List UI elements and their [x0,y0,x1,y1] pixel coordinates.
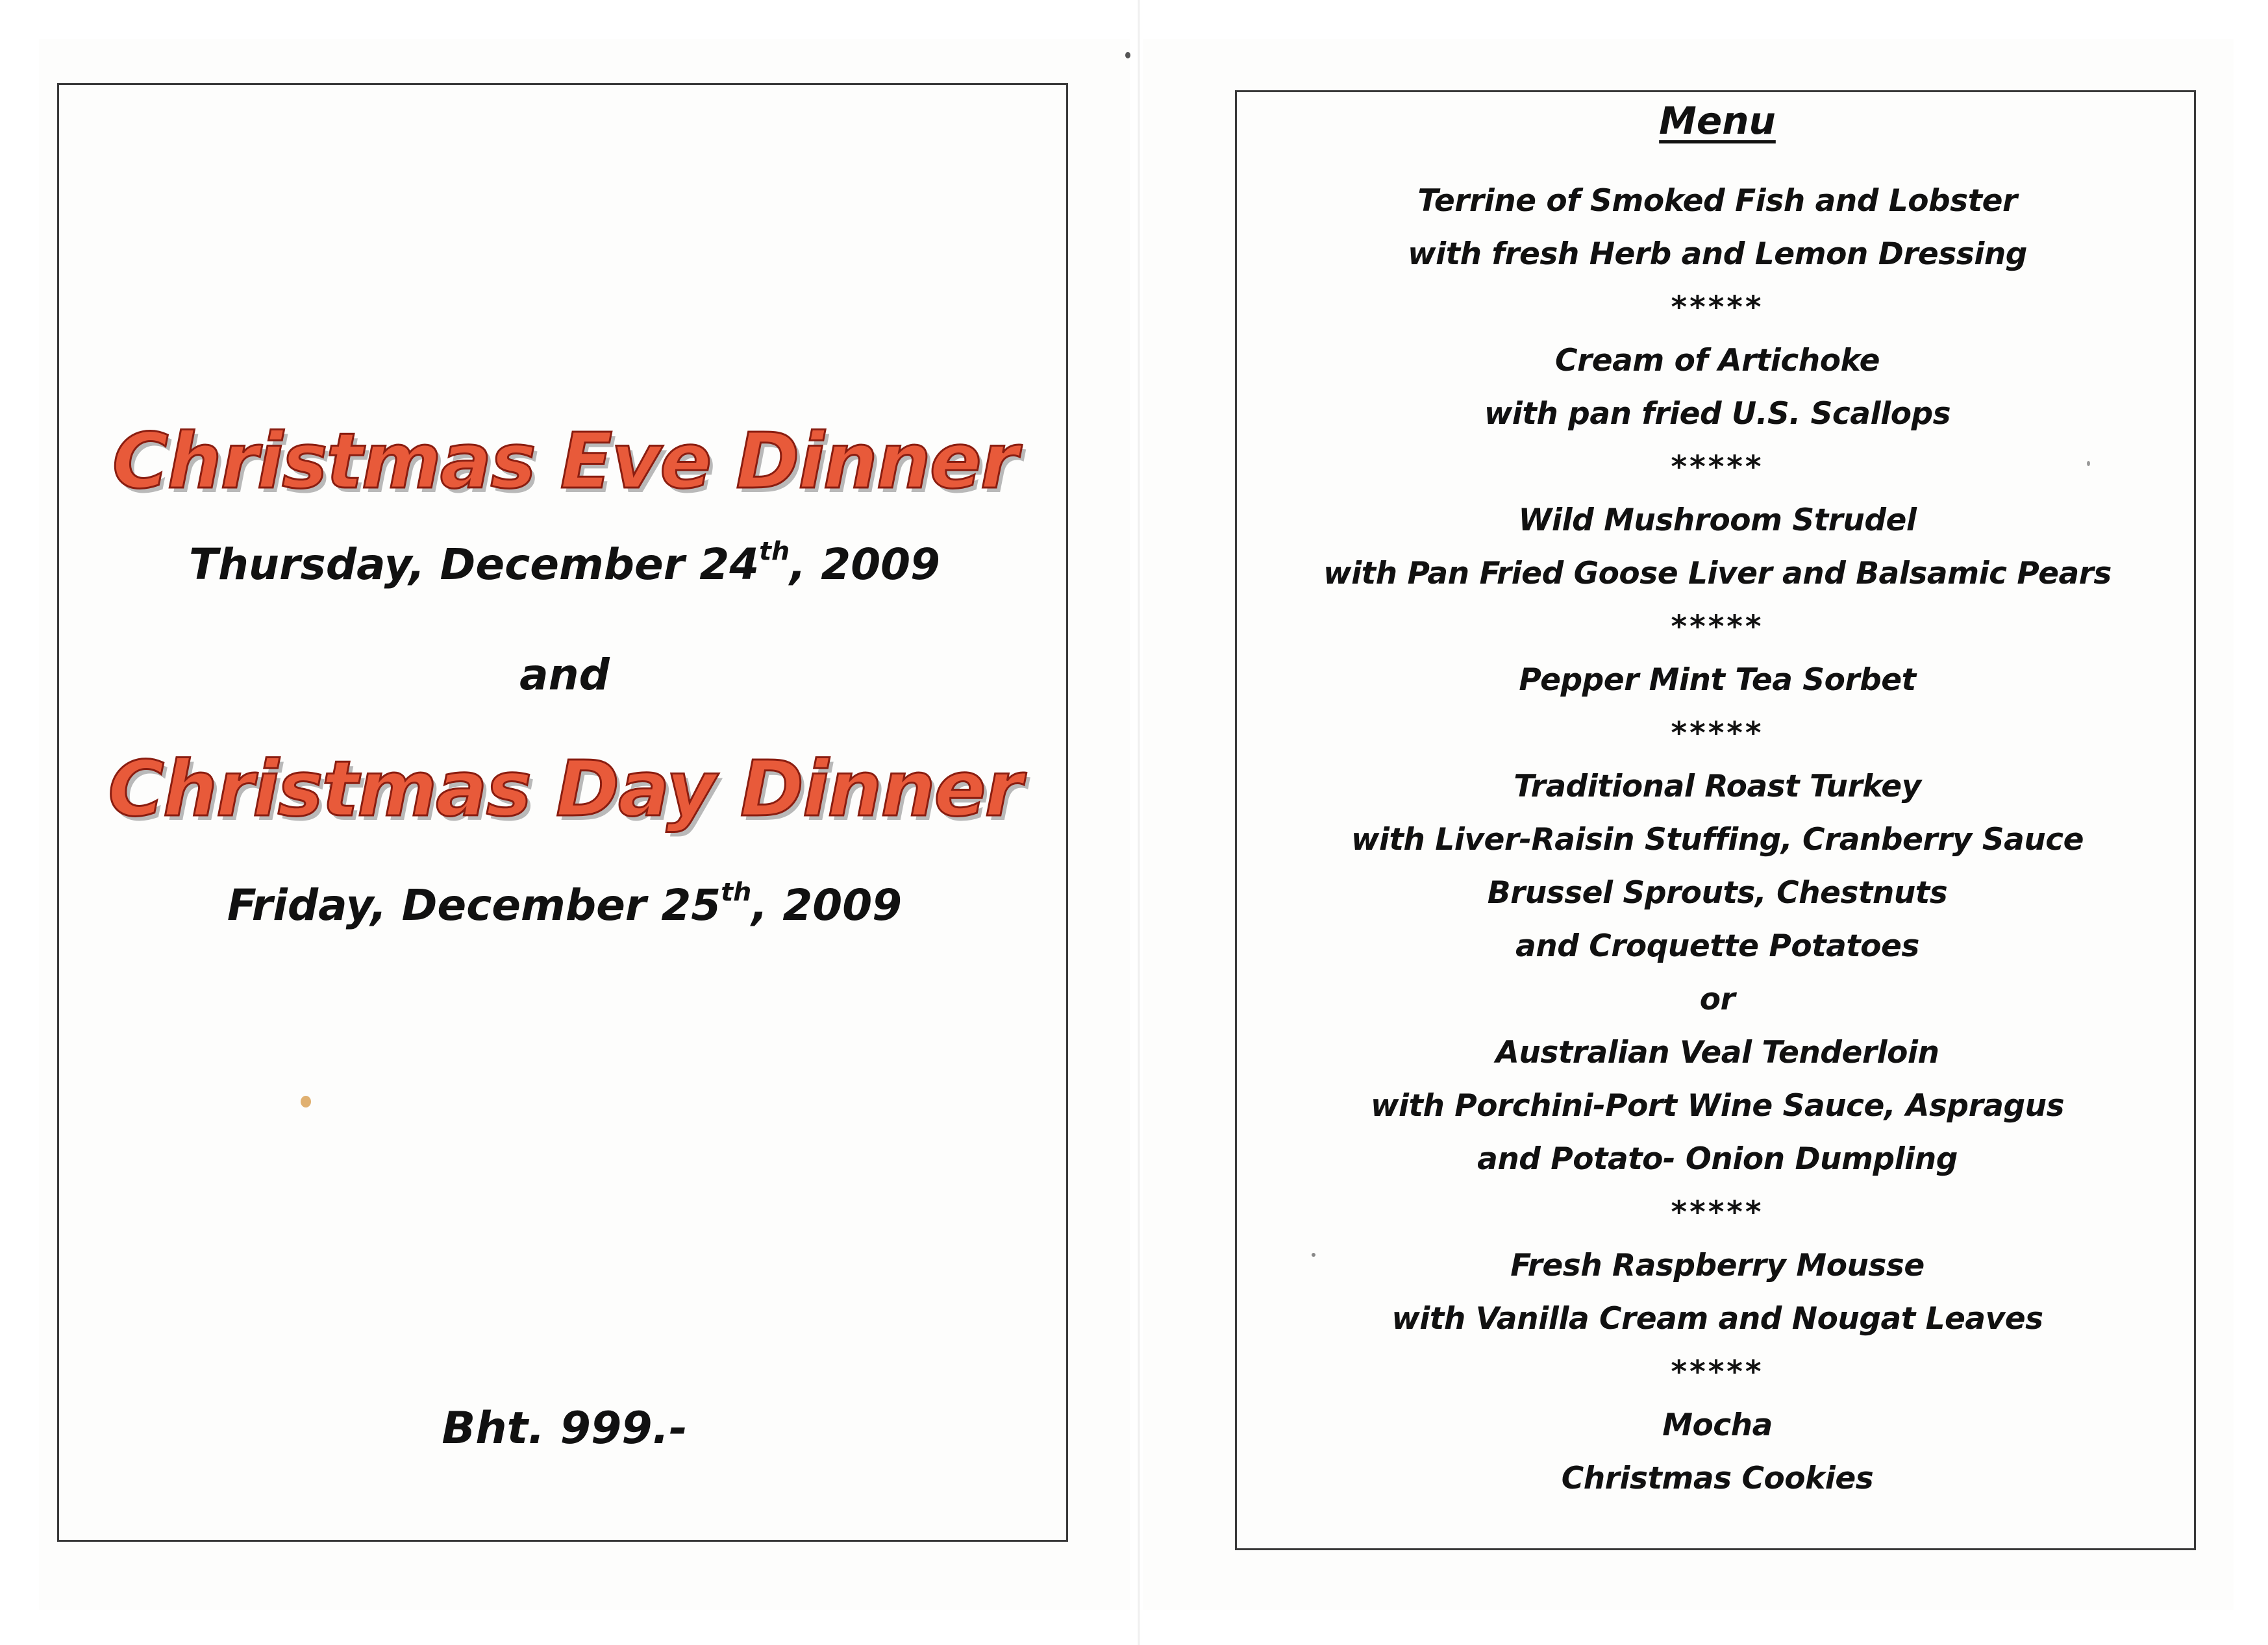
day-date-ordinal: th [721,877,752,908]
menu-item: Brussel Sprouts, Chestnuts [1487,875,1948,911]
menu-item: Cream of Artichoke [1555,343,1880,378]
eve-date-text: Thursday, December 24 [189,539,760,589]
connector-text: and [519,650,610,700]
menu-panel [1235,90,2196,1550]
menu-separator: ***** [1671,715,1764,751]
menu-item: with Liver-Raisin Stuffing, Cranberry Sauce [1351,822,2084,858]
menu-item: Traditional Roast Turkey [1514,769,1921,804]
price-text: Bht. 999.- [442,1403,688,1454]
menu-item: Wild Mushroom Strudel [1518,502,1917,538]
christmas-eve-title: Christmas Eve Dinner [112,416,1017,506]
menu-item: with Pan Fried Goose Liver and Balsamic Pears [1323,556,2112,591]
cover-panel [57,83,1068,1542]
menu-item: or [1699,982,1736,1017]
menu-item: Fresh Raspberry Mousse [1510,1248,1925,1283]
menu-separator: ***** [1671,290,1764,325]
christmas-day-date [59,877,1070,930]
menu-item: with Vanilla Cream and Nougat Leaves [1391,1301,2043,1337]
menu-item: and Croquette Potatoes [1515,928,1919,964]
menu-separator: ***** [1671,449,1764,485]
menu-item: Mocha [1662,1407,1773,1443]
menu-item: Christmas Cookies [1561,1461,1874,1496]
menu-heading: Menu [1659,99,1776,143]
menu-separator: ***** [1671,1194,1764,1230]
menu-separator: ***** [1671,609,1764,645]
menu-item: with Porchini-Port Wine Sauce, Aspragus [1370,1088,2065,1124]
fold-line [1138,0,1140,1645]
day-date-text: Friday, December 25 [227,880,721,930]
menu-item: Pepper Mint Tea Sorbet [1519,662,1916,698]
menu-item: with fresh Herb and Lemon Dressing [1408,236,2027,272]
menu-item: with pan fried U.S. Scallops [1484,396,1951,432]
scan-speck [1125,52,1130,58]
christmas-day-title: Christmas Day Dinner [108,744,1021,834]
eve-date-year: , 2009 [790,539,940,589]
menu-item: Australian Veal Tenderloin [1495,1035,1939,1070]
day-date-year: , 2009 [751,880,903,930]
eve-date-ordinal: th [759,536,790,567]
christmas-eve-date [59,536,1070,589]
menu-item: and Potato- Onion Dumpling [1477,1141,1958,1177]
menu-separator: ***** [1671,1354,1764,1390]
menu-item: Terrine of Smoked Fish and Lobster [1417,183,2017,219]
